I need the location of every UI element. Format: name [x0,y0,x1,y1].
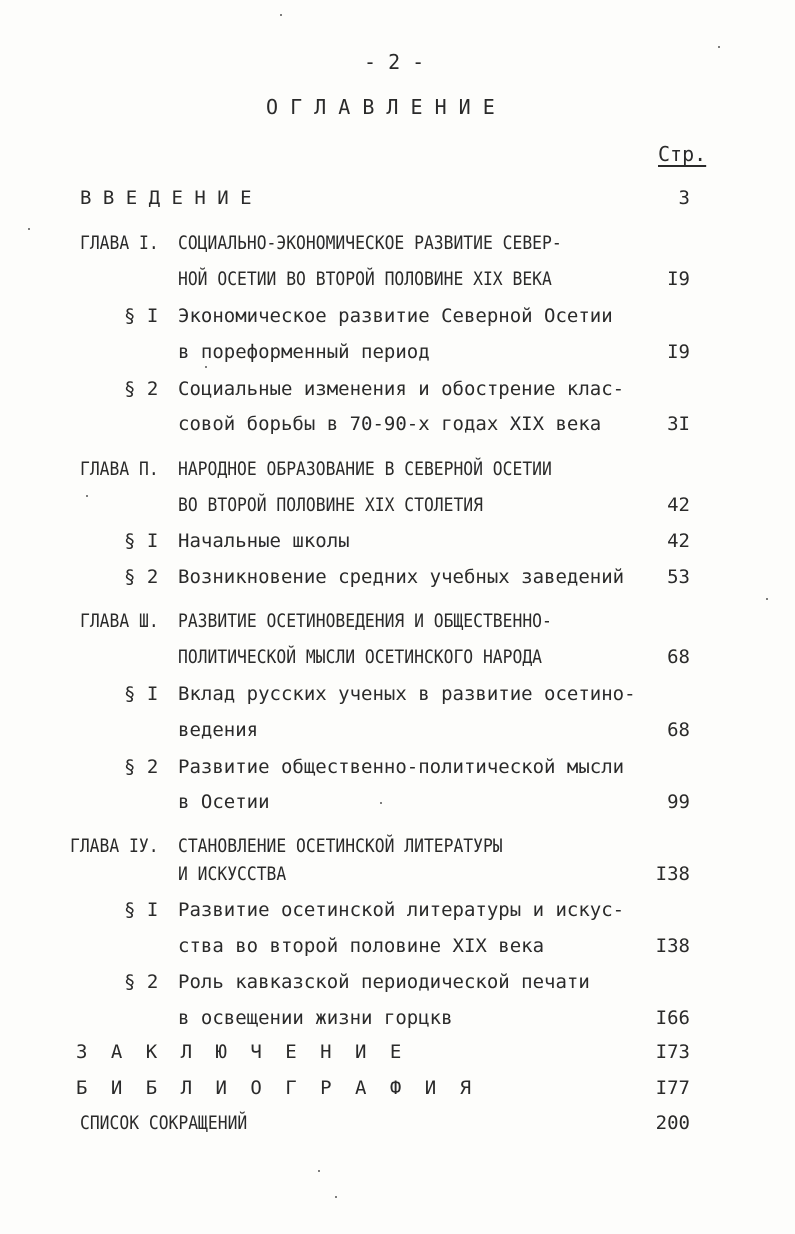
toc-page-introduction: 3 [678,187,690,209]
toc-section-label: § 2 [124,378,159,400]
toc-chapter-label: ГЛАВА I. [80,232,159,254]
toc-page: I9 [667,341,690,363]
toc-section-title: Социальные изменения и обострение клас- [178,378,625,400]
scan-speck [28,228,30,230]
toc-chapter-title: СОЦИАЛЬНО-ЭКОНОМИЧЕСКОЕ РАЗВИТИЕ СЕВЕР- [178,232,562,254]
toc-section-title: ства во второй половине XIX века [178,935,545,957]
toc-section-title: Экономическое развитие Северной Осетии [178,305,613,327]
toc-section-title: в пореформенный период [178,341,430,363]
page-title: О Г Л А В Л Е Н И Е [266,95,495,119]
toc-section-title: Возникновение средних учебных заведений [178,566,625,588]
toc-section-label: § I [124,305,159,327]
toc-entry-conclusion: З А К Л Ю Ч Е Н И Е [76,1041,408,1063]
toc-page: 42 [667,530,690,552]
scan-speck [766,598,768,600]
scan-speck [335,1196,337,1198]
toc-section-title: Развитие общественно-политической мысли [178,756,625,778]
toc-page: 42 [667,494,690,516]
toc-section-title: ведения [178,719,259,741]
toc-page: I66 [655,1007,690,1029]
toc-section-title: Развитие осетинской литературы и искус- [178,899,625,921]
toc-chapter-title: РАЗВИТИЕ ОСЕТИНОВЕДЕНИЯ И ОБЩЕСТВЕННО- [178,610,552,632]
toc-section-title: Роль кавказской периодической печати [178,971,590,993]
toc-section-label: § I [124,899,159,921]
toc-section-label: § I [124,530,159,552]
scan-speck [380,802,382,804]
toc-page: I38 [655,863,690,885]
toc-chapter-title: ВО ВТОРОЙ ПОЛОВИНЕ XIX СТОЛЕТИЯ [178,494,483,516]
toc-page-conclusion: I73 [655,1041,690,1063]
toc-chapter-title: СТАНОВЛЕНИЕ ОСЕТИНСКОЙ ЛИТЕРАТУРЫ [178,835,503,857]
toc-chapter-title: ПОЛИТИЧЕСКОЙ МЫСЛИ ОСЕТИНСКОГО НАРОДА [178,646,542,668]
toc-page: I38 [655,935,690,957]
toc-page: 3I [667,413,690,435]
page-number: - 2 - [364,50,425,74]
toc-section-title: Начальные школы [178,530,350,552]
toc-page: 99 [667,791,690,813]
toc-entry-abbreviations: СПИСОК СОКРАЩЕНИЙ [80,1112,248,1134]
toc-section-title: совой борьбы в 70-90-х годах XIX века [178,413,602,435]
toc-section-title: в освещении жизни горцкв [178,1007,453,1029]
toc-section-title: в Осетии [178,791,270,813]
toc-chapter-title: НОЙ ОСЕТИИ ВО ВТОРОЙ ПОЛОВИНЕ XIX ВЕКА [178,268,552,290]
toc-page-bibliography: I77 [655,1077,690,1099]
toc-page: 68 [667,646,690,668]
toc-page: 68 [667,719,690,741]
toc-entry-introduction: В В Е Д Е Н И Е [80,187,252,209]
toc-section-title: Вклад русских ученых в развитие осетино- [178,683,636,705]
toc-entry-bibliography: Б И Б Л И О Г Р А Ф И Я [76,1077,478,1099]
toc-section-label: § 2 [124,756,159,778]
toc-page: 53 [667,566,690,588]
toc-section-label: § 2 [124,566,159,588]
toc-chapter-label: ГЛАВА Ш. [80,610,159,632]
scan-speck [205,366,207,368]
toc-section-label: § I [124,683,159,705]
toc-chapter-label: ГЛАВА П. [80,458,159,480]
scan-speck [718,46,720,48]
toc-page: I9 [667,268,690,290]
toc-chapter-title: НАРОДНОЕ ОБРАЗОВАНИЕ В СЕВЕРНОЙ ОСЕТИИ [178,458,552,480]
scan-speck [280,14,282,16]
toc-chapter-title: И ИСКУССТВА [178,863,287,885]
toc-chapter-label: ГЛАВА IУ. [70,835,159,857]
scan-speck [86,495,88,497]
scan-speck [318,1170,320,1172]
page-column-label: Стр. [658,142,707,166]
toc-page-abbreviations: 200 [655,1112,690,1134]
toc-section-label: § 2 [124,971,159,993]
